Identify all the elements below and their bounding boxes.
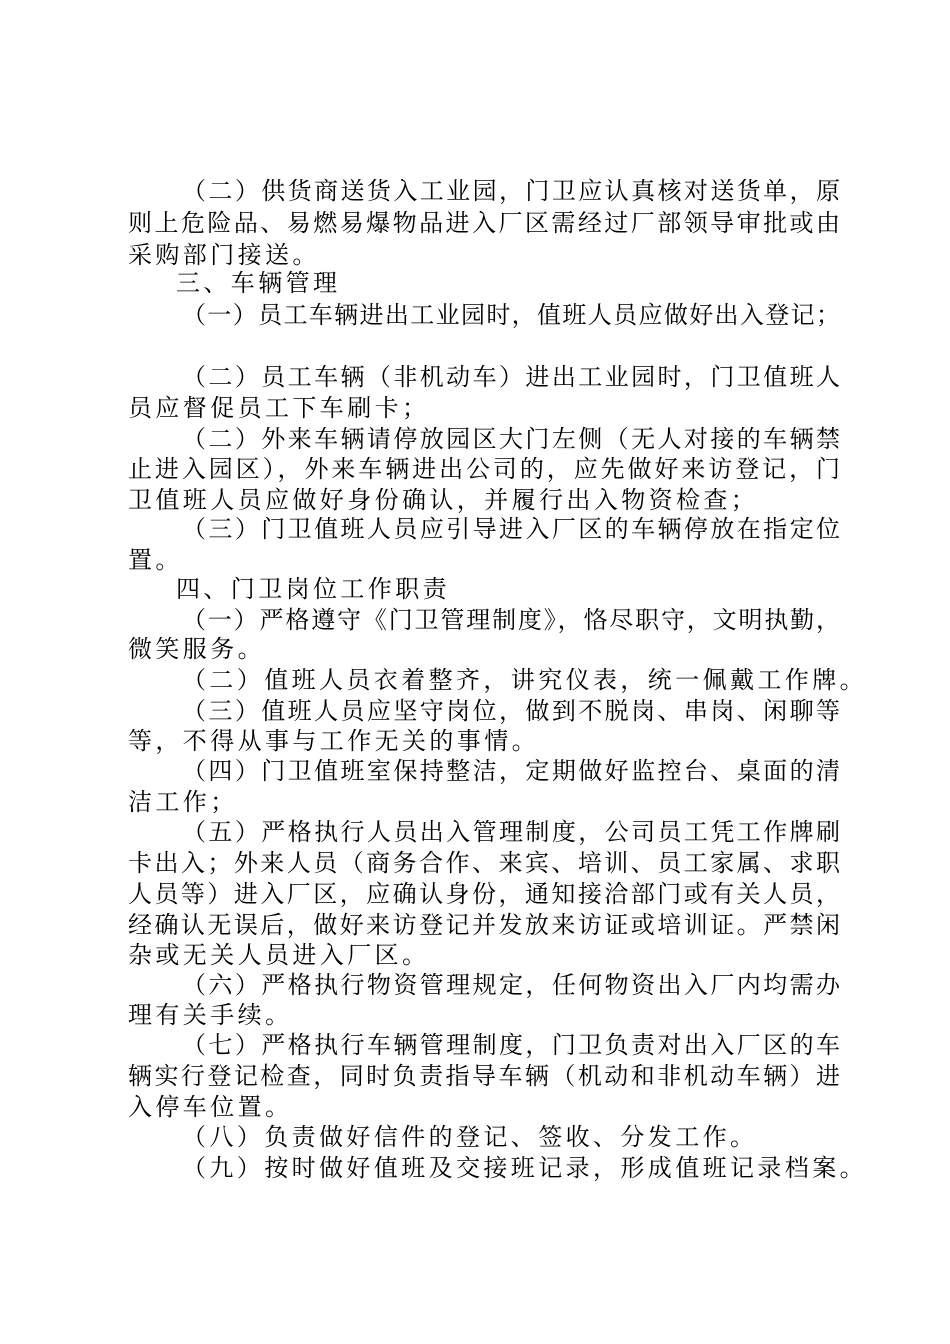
text-line: 止进入园区），外来车辆进出公司的，应先做好来访登记，门 xyxy=(128,455,840,483)
text-line: 等，不得从事与工作无关的事情。 xyxy=(128,727,539,755)
text-line: （三）值班人员应坚守岗位，做到不脱岗、串岗、闲聊等 xyxy=(182,697,840,725)
text-line: （三）门卫值班人员应引导进入厂区的车辆停放在指定位 xyxy=(182,515,840,543)
text-line: （一）严格遵守《门卫管理制度》，恪尽职守，文明执勤， xyxy=(182,606,840,634)
text-line: 人员等）进入厂区，应确认身份，通知接洽部门或有关人员， xyxy=(128,880,840,908)
text-line: 经确认无误后，做好来访登记并发放来访证或培训证。严禁闲 xyxy=(128,911,840,939)
text-line: 员应督促员工下车刷卡； xyxy=(128,394,430,422)
text-line: （六）严格执行物资管理规定，任何物资出入厂内均需办 xyxy=(182,971,840,999)
text-line: （二）员工车辆（非机动车）进出工业园时，门卫值班人 xyxy=(182,363,840,391)
text-line: 辆实行登记检查，同时负责指导车辆（机动和非机动车辆）进 xyxy=(128,1062,840,1090)
text-line: 置。 xyxy=(128,546,183,574)
text-line: （二）值班人员衣着整齐，讲究仪表，统一佩戴工作牌。 xyxy=(182,666,867,694)
text-line: （一）员工车辆进出工业园时，值班人员应做好出入登记； xyxy=(182,301,840,329)
text-line: 卡出入；外来人员（商务合作、来宾、培训、员工家属、求职 xyxy=(128,849,840,877)
section-heading: 三、车辆管理 xyxy=(176,269,341,297)
text-line: 微笑服务。 xyxy=(128,635,265,663)
text-line: 卫值班人员应做好身份确认，并履行出入物资检查； xyxy=(128,486,759,514)
text-line: 采购部门接送。 xyxy=(128,241,320,269)
text-line: （四）门卫值班室保持整洁，定期做好监控台、桌面的清 xyxy=(182,757,840,785)
section-heading: 四、门卫岗位工作职责 xyxy=(176,575,450,603)
text-line: （九）按时做好值班及交接班记录，形成值班记录档案。 xyxy=(182,1154,867,1182)
text-line: （五）严格执行人员出入管理制度，公司员工凭工作牌刷 xyxy=(182,818,840,846)
text-line: 洁工作； xyxy=(128,788,238,816)
text-line: 理有关手续。 xyxy=(128,1001,293,1029)
text-line: （二）供货商送货入工业园，门卫应认真核对送货单，原 xyxy=(182,177,840,205)
text-line: 则上危险品、易燃易爆物品进入厂区需经过厂部领导审批或由 xyxy=(128,209,840,237)
text-line: 入停车位置。 xyxy=(128,1093,293,1121)
text-line: 杂或无关人员进入厂区。 xyxy=(128,941,430,969)
text-line: （二）外来车辆请停放园区大门左侧（无人对接的车辆禁 xyxy=(182,425,840,453)
text-line: （八）负责做好信件的登记、签收、分发工作。 xyxy=(182,1123,758,1151)
text-line: （七）严格执行车辆管理制度，门卫负责对出入厂区的车 xyxy=(182,1031,840,1059)
